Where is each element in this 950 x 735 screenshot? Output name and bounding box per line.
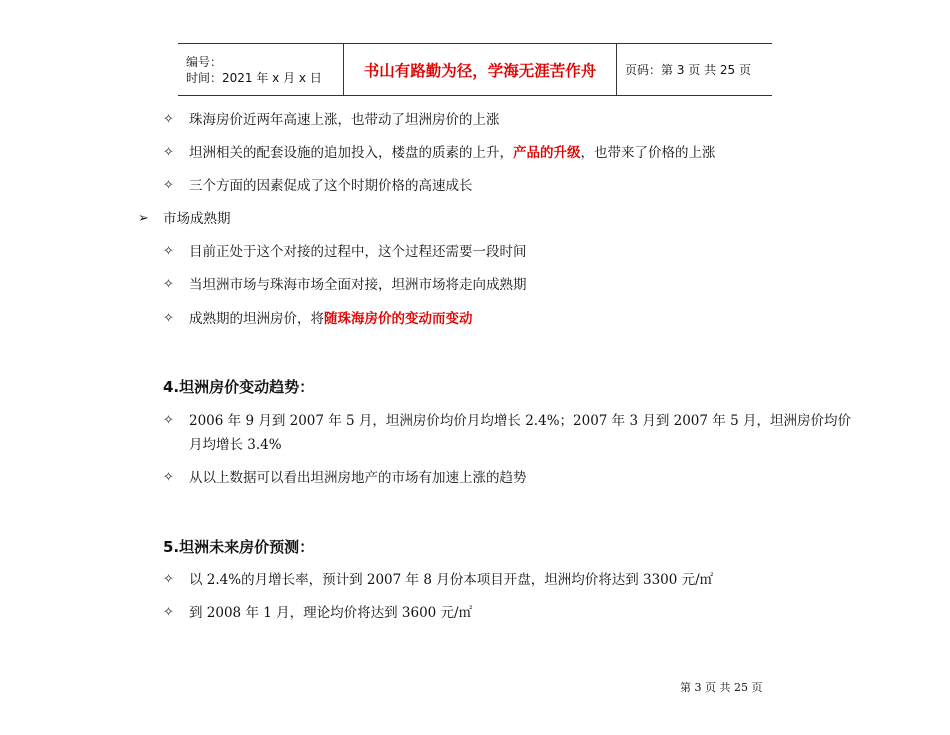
bullet-text: 当坦洲市场与珠海市场全面对接，坦洲市场将走向成熟期 bbox=[189, 277, 527, 293]
page-footer: 第 3 页 共 25 页 bbox=[680, 681, 763, 694]
bullet-text bbox=[189, 143, 716, 163]
header-motto bbox=[343, 44, 617, 95]
highlight-text: 随珠海房价的变动而变动 bbox=[324, 311, 473, 327]
header-page-info bbox=[617, 44, 772, 95]
bullet-text: 从以上数据可以看出坦洲房地产的市场有加速上涨的趋势 bbox=[189, 470, 527, 486]
section-heading: 5.坦洲未来房价预测： bbox=[163, 538, 315, 556]
text-run: 成熟期的坦洲房价，将 bbox=[189, 311, 324, 327]
page-header bbox=[178, 43, 772, 96]
bullet-icon: ✧ bbox=[163, 470, 174, 485]
header-meta bbox=[178, 44, 343, 95]
page-number-label: 页码：第 3 页 共 25 页 bbox=[625, 63, 751, 77]
bullet-icon: ✧ bbox=[163, 244, 174, 259]
bullet-text: 目前正处于这个对接的过程中，这个过程还需要一段时间 bbox=[189, 244, 527, 260]
bullet-icon: ✧ bbox=[163, 572, 174, 587]
document-number-label: 编号： bbox=[186, 54, 223, 69]
subsection-title: 市场成熟期 bbox=[163, 211, 231, 227]
bullet-text: 以 2.4%的月增长率，预计到 2007 年 8 月份本项目开盘，坦洲均价将达到 3300 元/㎡ bbox=[189, 572, 714, 588]
bullet-icon: ✧ bbox=[163, 311, 174, 326]
document-time-label: 时间：2021 年 x 月 x 日 bbox=[186, 70, 322, 85]
bullet-text bbox=[189, 309, 473, 329]
bullet-icon: ✧ bbox=[163, 605, 174, 620]
bullet-icon: ✧ bbox=[163, 277, 174, 292]
highlight-text: 产品的升级 bbox=[513, 145, 581, 161]
bullet-text: 到 2008 年 1 月，理论均价将达到 3600 元/㎡ bbox=[189, 605, 473, 621]
text-run: 坦洲相关的配套设施的追加投入，楼盘的质素的上升， bbox=[189, 145, 513, 161]
text-run: ，也带来了价格的上涨 bbox=[580, 145, 716, 161]
bullet-text: 三个方面的因素促成了这个时期价格的高速成长 bbox=[189, 178, 473, 194]
section-heading: 4.坦洲房价变动趋势： bbox=[163, 378, 315, 396]
bullet-icon: ✧ bbox=[163, 145, 174, 160]
bullet-icon: ✧ bbox=[163, 178, 174, 193]
bullet-icon: ✧ bbox=[163, 112, 174, 127]
bullet-icon: ✧ bbox=[163, 413, 174, 428]
arrow-bullet-icon: ➢ bbox=[138, 211, 149, 226]
bullet-text: 珠海房价近两年高速上涨，也带动了坦洲房价的上涨 bbox=[189, 112, 500, 128]
bullet-text: 2006 年 9 月到 2007 年 5 月，坦洲房价均价月均增长 2.4%；2007 年 3 月到 2007 年 5 月，坦洲房价均价 bbox=[189, 413, 851, 429]
motto-text: 书山有路勤为径，学海无涯苦作舟 bbox=[363, 61, 597, 80]
bullet-text-continued: 月均增长 3.4% bbox=[189, 437, 282, 453]
